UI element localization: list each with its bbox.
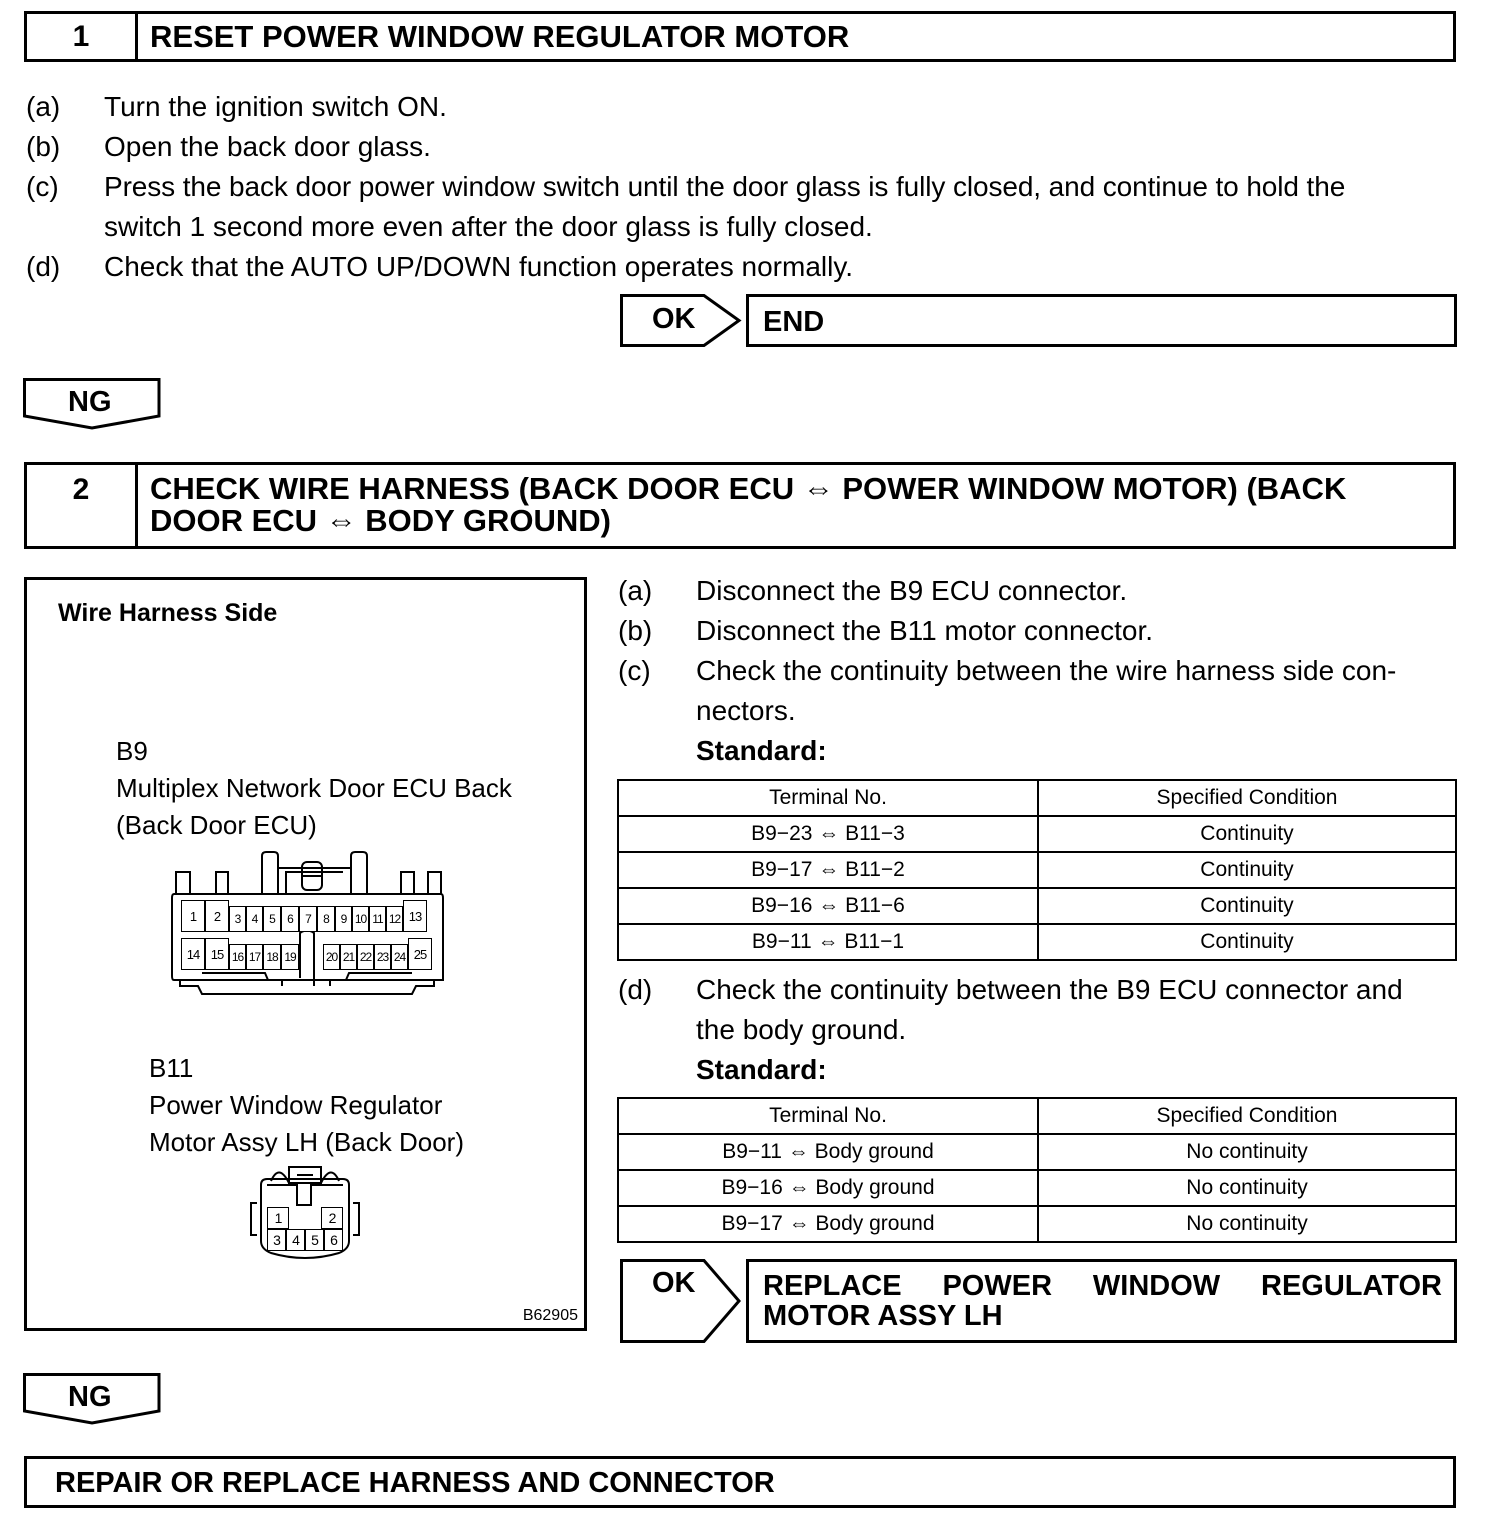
instruction-text-cont: the body ground.	[696, 1014, 907, 1045]
step-title-line-2: DOOR ECU ⇔ BODY GROUND)	[150, 503, 612, 538]
connector-pin-6: 6	[324, 1229, 343, 1251]
step-number: 2	[27, 465, 138, 546]
terminal-cell: B9−17 ⇔ B11−2	[618, 852, 1038, 888]
step-2-ok-tag[interactable]	[620, 1259, 742, 1343]
instruction-text: Turn the ignition switch ON.	[104, 91, 447, 122]
connector-pin-5: 5	[263, 906, 281, 932]
diagram-heading: Wire Harness Side	[58, 599, 278, 627]
step-2-instruction-b	[618, 611, 1468, 651]
instruction-text-cont: switch 1 second more even after the door glass is fully closed.	[104, 211, 873, 242]
connector-pin-17: 17	[246, 944, 263, 970]
connector-pin-25: 25	[408, 938, 432, 970]
terminal-cell: B9−17 ⇔ Body ground	[618, 1206, 1038, 1242]
step-2-instruction-d	[618, 970, 1468, 1090]
instruction-label: (a)	[26, 91, 61, 122]
ok-result-word: REPLACE	[763, 1270, 902, 1302]
connector-pin-24: 24	[391, 944, 408, 970]
step-1-instruction-a	[26, 87, 1466, 127]
connector-pin-14: 14	[181, 938, 205, 970]
connector-pin-21: 21	[340, 944, 357, 970]
instruction-label: (d)	[26, 251, 61, 282]
table-header-cell: Terminal No.	[618, 1098, 1038, 1134]
condition-cell: Continuity	[1038, 888, 1456, 924]
b11-connector-name: Power Window Regulator	[149, 1090, 443, 1120]
connector-pin-4: 4	[286, 1229, 305, 1251]
connector-pin-3: 3	[267, 1229, 286, 1251]
table-header-row	[618, 780, 1456, 816]
step-1-instruction-d	[26, 247, 1466, 287]
instruction-text: Open the back door glass.	[104, 131, 431, 162]
connector-pin-18: 18	[263, 944, 281, 970]
instruction-label: (d)	[618, 974, 653, 1005]
table-header-cell: Terminal No.	[618, 780, 1038, 816]
connector-pin-13: 13	[403, 900, 427, 932]
connector-pin-2: 2	[205, 900, 229, 932]
connector-pin-7: 7	[299, 906, 317, 932]
terminal-cell: B9−11 ⇔ Body ground	[618, 1134, 1038, 1170]
ok-result-line-2: MOTOR ASSY LH	[763, 1300, 1003, 1332]
instruction-text: Check that the AUTO UP/DOWN function operates normally.	[104, 251, 854, 282]
condition-cell: Continuity	[1038, 924, 1456, 960]
connector-pin-12: 12	[386, 906, 403, 932]
table-row	[618, 1170, 1456, 1206]
instruction-label: (c)	[618, 655, 651, 686]
continuity-table-body-ground	[617, 1097, 1457, 1243]
condition-cell: No continuity	[1038, 1134, 1456, 1170]
standard-label: Standard:	[696, 1054, 827, 1085]
b11-connector-name-cont: Motor Assy LH (Back Door)	[149, 1127, 464, 1157]
table-row	[618, 816, 1456, 852]
table-header-row	[618, 1098, 1456, 1134]
table-header-cell: Specified Condition	[1038, 1098, 1456, 1134]
connector-pin-22: 22	[357, 944, 374, 970]
table-header-cell: Specified Condition	[1038, 780, 1456, 816]
condition-cell: Continuity	[1038, 816, 1456, 852]
step-2-instruction-a	[618, 571, 1468, 611]
instruction-text: Press the back door power window switch until the door glass is fully closed, and continue to hold the	[104, 171, 1346, 202]
table-row	[618, 1206, 1456, 1242]
ok-result-text: END	[763, 306, 825, 338]
ok-label: OK	[652, 1267, 696, 1299]
ok-result-word: POWER	[942, 1270, 1053, 1302]
connector-pin-23: 23	[374, 944, 391, 970]
instruction-text: Disconnect the B9 ECU connector.	[696, 575, 1128, 606]
step-title	[138, 465, 1453, 546]
connector-pin-2: 2	[321, 1207, 343, 1229]
step-1-ok-result-box	[746, 294, 1457, 347]
connector-pin-6: 6	[281, 906, 299, 932]
step-2-ok-result-box	[746, 1259, 1457, 1343]
instruction-label: (c)	[26, 171, 59, 202]
b11-connector-code: B11	[149, 1053, 194, 1083]
ok-result-word: REGULATOR	[1261, 1270, 1442, 1302]
table-row	[618, 888, 1456, 924]
connector-pin-15: 15	[205, 938, 229, 970]
step-2-instruction-c	[618, 651, 1468, 771]
condition-cell: No continuity	[1038, 1206, 1456, 1242]
b9-connector-code: B9	[116, 736, 148, 766]
instruction-label: (b)	[618, 615, 653, 646]
step-1-ok-tag[interactable]	[620, 294, 742, 347]
standard-label: Standard:	[696, 735, 827, 766]
connector-pin-3: 3	[229, 906, 246, 932]
connector-pin-1: 1	[267, 1207, 289, 1229]
connector-pin-19: 19	[281, 944, 299, 970]
b9-connector-name: Multiplex Network Door ECU Back	[116, 773, 512, 803]
final-result-box	[24, 1456, 1456, 1508]
step-1-instruction-c	[26, 167, 1466, 247]
connector-pin-1: 1	[181, 900, 205, 932]
figure-id: B62905	[522, 1307, 578, 1324]
step-1-ng-tag[interactable]	[23, 378, 161, 430]
terminal-cell: B9−11 ⇔ B11−1	[618, 924, 1038, 960]
instruction-label: (b)	[26, 131, 61, 162]
ok-result-word: WINDOW	[1092, 1270, 1221, 1302]
terminal-cell: B9−23 ⇔ B11−3	[618, 816, 1038, 852]
terminal-cell: B9−16 ⇔ Body ground	[618, 1170, 1038, 1206]
wire-harness-diagram	[24, 577, 587, 1331]
instruction-text: Check the continuity between the B9 ECU connector and	[696, 974, 1403, 1005]
step-1-header	[24, 11, 1456, 62]
condition-cell: Continuity	[1038, 852, 1456, 888]
ok-label: OK	[652, 303, 696, 335]
instruction-text-cont: nectors.	[696, 695, 796, 726]
step-2-ng-tag[interactable]	[23, 1373, 161, 1425]
connector-pin-4: 4	[246, 906, 263, 932]
condition-cell: No continuity	[1038, 1170, 1456, 1206]
terminal-cell: B9−16 ⇔ B11−6	[618, 888, 1038, 924]
b9-connector-drawing	[170, 850, 445, 998]
ng-label: NG	[68, 386, 112, 418]
ng-label: NG	[68, 1381, 112, 1413]
connector-pin-16: 16	[229, 944, 246, 970]
table-row	[618, 924, 1456, 960]
table-row	[618, 852, 1456, 888]
instruction-label: (a)	[618, 575, 653, 606]
b11-connector-drawing	[249, 1163, 361, 1263]
continuity-table-connectors	[617, 779, 1457, 961]
connector-pin-5: 5	[305, 1229, 324, 1251]
instruction-text: Disconnect the B11 motor connector.	[696, 615, 1154, 646]
step-1-instruction-b	[26, 127, 1466, 167]
connector-pin-10: 10	[352, 906, 369, 932]
connector-pin-20: 20	[323, 944, 340, 970]
final-result-text: REPAIR OR REPLACE HARNESS AND CONNECTOR	[55, 1467, 775, 1499]
step-number: 1	[27, 14, 138, 59]
step-title-line-1: CHECK WIRE HARNESS (BACK DOOR ECU ⇔ POWER WINDOW MOTOR) (BACK	[150, 471, 1347, 506]
step-title: RESET POWER WINDOW REGULATOR MOTOR	[150, 19, 850, 54]
connector-pin-9: 9	[335, 906, 352, 932]
connector-pin-8: 8	[317, 906, 335, 932]
step-2-header	[24, 462, 1456, 549]
ok-result-line-1	[763, 1270, 1442, 1302]
connector-pin-11: 11	[369, 906, 386, 932]
table-row	[618, 1134, 1456, 1170]
instruction-text: Check the continuity between the wire harness side con-	[696, 655, 1397, 686]
b9-connector-name-cont: (Back Door ECU)	[116, 810, 317, 840]
